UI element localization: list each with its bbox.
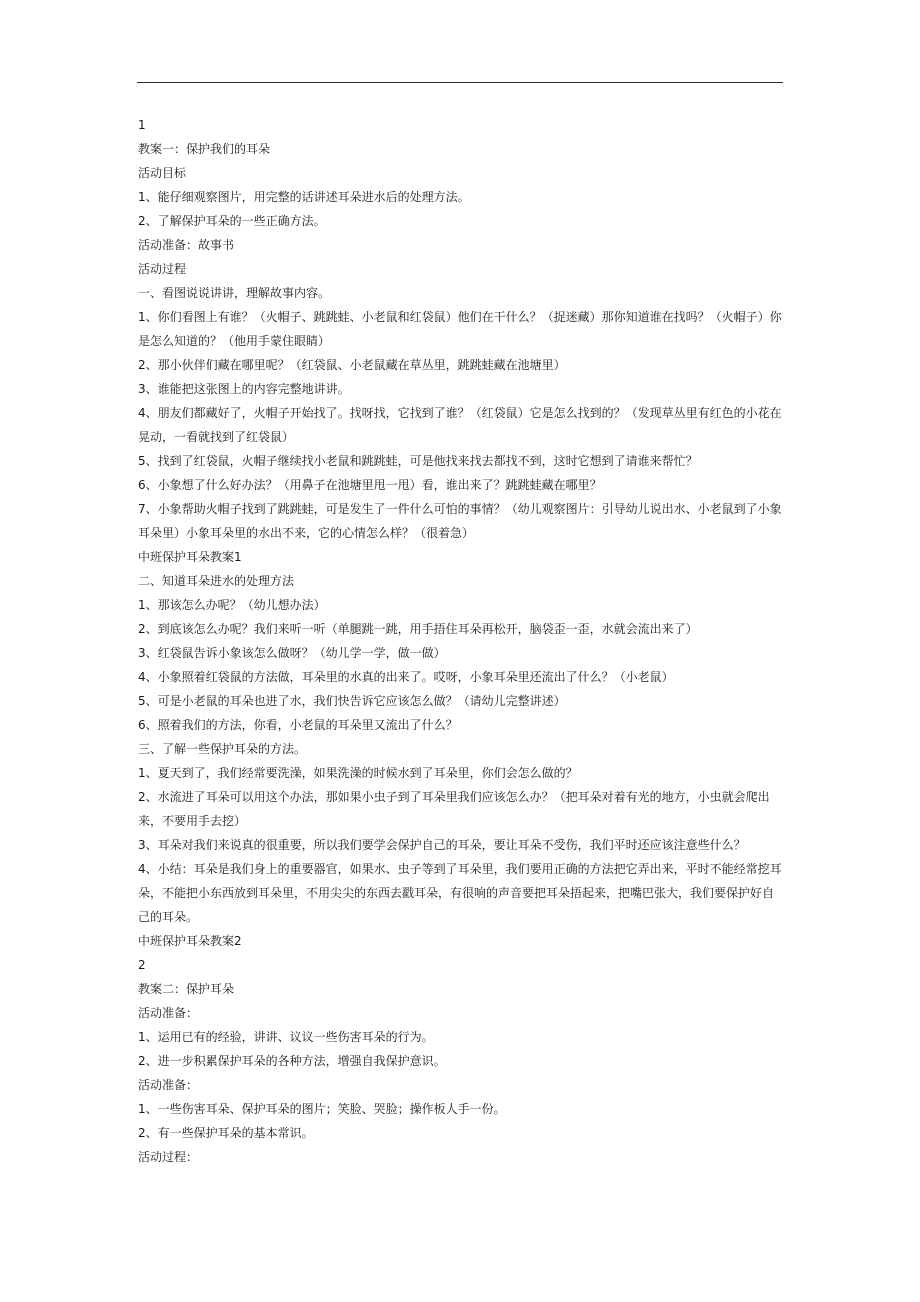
list-item: 1、能仔细观察图片，用完整的话讲述耳朵进水后的处理方法。 bbox=[138, 190, 470, 204]
section-heading: 活动过程 bbox=[138, 262, 187, 276]
list-item: 2、了解保护耳朵的一些正确方法。 bbox=[138, 214, 326, 228]
lesson-title: 教案一：保护我们的耳朵 bbox=[138, 142, 271, 156]
list-item: 6、照着我们的方法，你看，小老鼠的耳朵里又流出了什么？ bbox=[138, 718, 458, 732]
list-item: 7、小象帮助火帽子找到了跳跳蛙，可是发生了一件什么可怕的事情？（幼儿观察图片：引导幼儿说出水、小老鼠到了小象耳朵里）小象耳朵里的水出不来，它的心情怎么样？（很着急） bbox=[138, 502, 782, 540]
subsection-heading: 二、知道耳朵进水的处理方法 bbox=[138, 574, 295, 588]
list-item: 2、进一步积累保护耳朵的各种方法，增强自我保护意识。 bbox=[138, 1054, 446, 1068]
lesson-label: 中班保护耳朵教案2 bbox=[138, 934, 242, 948]
section-heading: 活动准备： bbox=[138, 1006, 199, 1020]
list-item: 2、水流进了耳朵可以用这个办法，那如果小虫子到了耳朵里我们应该怎么办？（把耳朵对着有光的地方，小虫就会爬出来，不要用手去挖） bbox=[138, 790, 770, 828]
list-item: 4、朋友们都藏好了，火帽子开始找了。找呀找，它找到了谁？（红袋鼠）它是怎么找到的？（发现草丛里有红色的小花在晃动，一看就找到了红袋鼠） bbox=[138, 406, 782, 444]
list-item: 1、运用已有的经验，讲讲、议议一些伤害耳朵的行为。 bbox=[138, 1030, 434, 1044]
list-item: 2、那小伙伴们藏在哪里呢？（红袋鼠、小老鼠藏在草丛里，跳跳蛙藏在池塘里） bbox=[138, 358, 566, 372]
section-heading: 活动准备： bbox=[138, 1078, 199, 1092]
list-item: 1、一些伤害耳朵、保护耳朵的图片；笑脸、哭脸；操作板人手一份。 bbox=[138, 1102, 506, 1116]
list-item: 5、找到了红袋鼠，火帽子继续找小老鼠和跳跳蛙，可是他找来找去都找不到，这时它想到了请谁来帮忙？ bbox=[138, 454, 698, 468]
list-item: 3、红袋鼠告诉小象该怎么做呀？（幼儿学一学，做一做） bbox=[138, 646, 446, 660]
list-item: 3、耳朵对我们来说真的很重要，所以我们要学会保护自己的耳朵，要让耳朵不受伤，我们平时还应该注意些什么？ bbox=[138, 838, 746, 852]
list-item: 4、小结：耳朵是我们身上的重要器官，如果水、虫子等到了耳朵里，我们要用正确的方法把它弄出来，平时不能经常挖耳朵，不能把小东西放到耳朵里，不用尖尖的东西去戳耳朵，有很响的声音要把耳朵捂起来，把嘴巴张大，我们要保护好自己的耳朵。 bbox=[138, 862, 782, 924]
section-number: 2 bbox=[138, 958, 146, 972]
list-item: 2、到底该怎么办呢？我们来听一听（单腿跳一跳，用手捂住耳朵再松开，脑袋歪一歪，水就会流出来了） bbox=[138, 622, 698, 636]
header-rule bbox=[137, 82, 783, 83]
list-item: 2、有一些保护耳朵的基本常识。 bbox=[138, 1126, 314, 1140]
list-item: 1、那该怎么办呢？（幼儿想办法） bbox=[138, 598, 326, 612]
list-item: 6、小象想了什么好办法？（用鼻子在池塘里甩一甩）看，谁出来了？跳跳蛙藏在哪里？ bbox=[138, 478, 602, 492]
list-item: 3、谁能把这张图上的内容完整地讲讲。 bbox=[138, 382, 350, 396]
document-body bbox=[138, 113, 784, 1169]
list-item: 5、可是小老鼠的耳朵也进了水，我们快告诉它应该怎么做？（请幼儿完整讲述） bbox=[138, 694, 566, 708]
section-heading: 活动目标 bbox=[138, 166, 187, 180]
section-number: 1 bbox=[138, 118, 146, 132]
list-item: 4、小象照着红袋鼠的方法做，耳朵里的水真的出来了。哎呀，小象耳朵里还流出了什么？（小老鼠） bbox=[138, 670, 674, 684]
lesson-label: 中班保护耳朵教案1 bbox=[138, 550, 242, 564]
section-heading: 活动过程： bbox=[138, 1150, 199, 1164]
list-item: 1、夏天到了，我们经常要洗澡，如果洗澡的时候水到了耳朵里，你们会怎么做的？ bbox=[138, 766, 578, 780]
section-heading: 活动准备：故事书 bbox=[138, 238, 235, 252]
subsection-heading: 三、了解一些保护耳朵的方法。 bbox=[138, 742, 307, 756]
subsection-heading: 一、看图说说讲讲，理解故事内容。 bbox=[138, 286, 331, 300]
lesson-title: 教案二：保护耳朵 bbox=[138, 982, 235, 996]
list-item: 1、你们看图上有谁？（火帽子、跳跳蛙、小老鼠和红袋鼠）他们在干什么？（捉迷藏）那你知道谁在找吗？（火帽子）你是怎么知道的？（他用手蒙住眼睛） bbox=[138, 310, 782, 348]
